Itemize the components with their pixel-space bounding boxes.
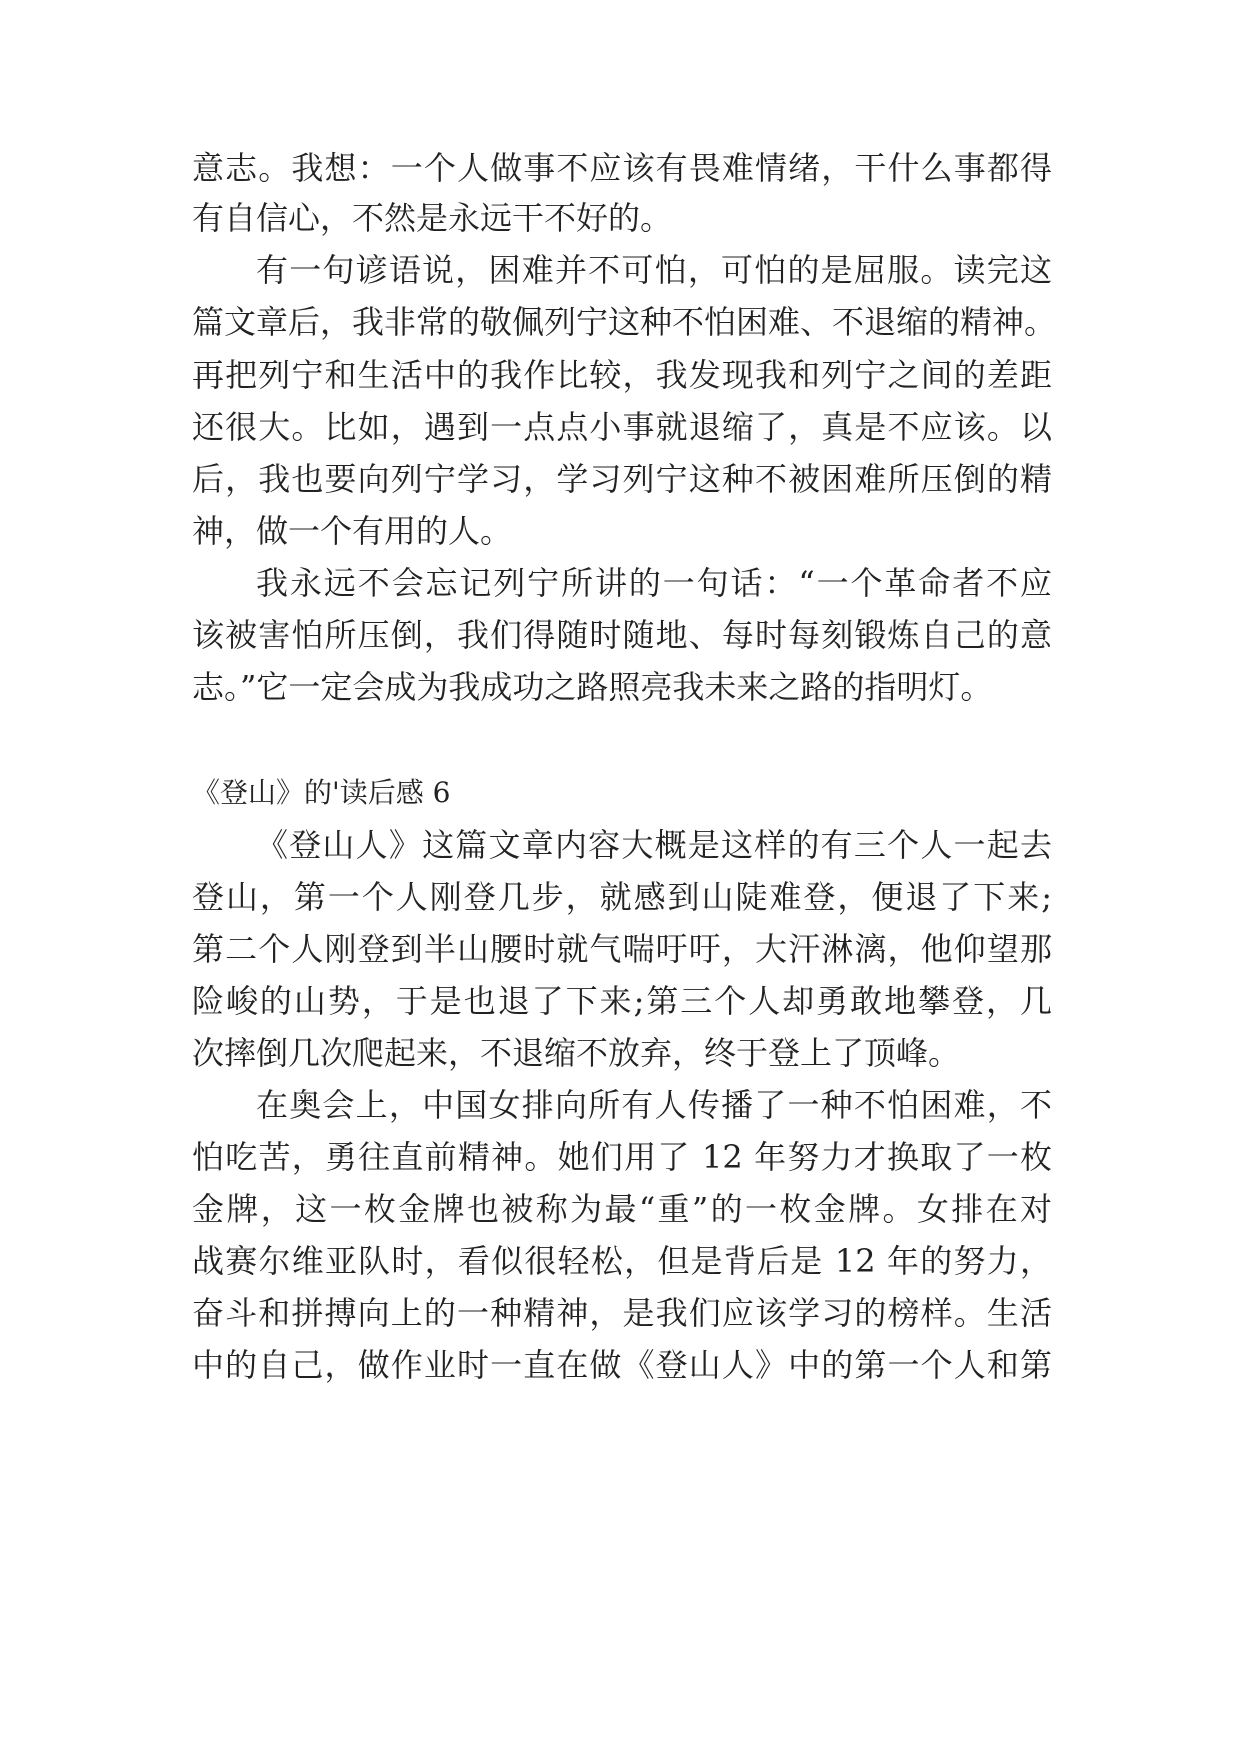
paragraph-line: 《登山人》这篇文章内容大概是这样的有三个人一起去 (256, 826, 1052, 864)
paragraph-line: 该被害怕所压倒，我们得随时随地、每时每刻锻炼自己的意 (192, 616, 1052, 654)
paragraph-line: 怕吃苦，勇往直前精神。她们用了 12 年努力才换取了一枚 (192, 1138, 1052, 1176)
paragraph-line: 金牌，这一枚金牌也被称为最“重”的一枚金牌。女排在对 (192, 1190, 1052, 1228)
paragraph-line: 志。”它一定会成为我成功之路照亮我未来之路的指明灯。 (192, 668, 993, 706)
paragraph-line: 我永远不会忘记列宁所讲的一句话：“一个革命者不应 (256, 564, 1052, 602)
paragraph-line: 登山，第一个人刚登几步，就感到山陡难登，便退了下来; (192, 878, 1052, 916)
paragraph-line: 有一句谚语说，困难并不可怕，可怕的是屈服。读完这 (256, 251, 1052, 289)
paragraph-line: 奋斗和拼搏向上的一种精神，是我们应该学习的榜样。生活 (192, 1294, 1052, 1332)
paragraph-line: 意志。我想：一个人做事不应该有畏难情绪，干什么事都得 (192, 149, 1052, 187)
paragraph-line: 后，我也要向列宁学习，学习列宁这种不被困难所压倒的精 (192, 460, 1052, 498)
paragraph-line: 神，做一个有用的人。 (192, 512, 513, 550)
paragraph-line: 在奥会上，中国女排向所有人传播了一种不怕困难，不 (256, 1086, 1052, 1124)
paragraph-line: 还很大。比如，遇到一点点小事就退缩了，真是不应该。以 (192, 408, 1052, 446)
paragraph-line: 篇文章后，我非常的敬佩列宁这种不怕困难、不退缩的精神。 (192, 303, 1057, 341)
paragraph-line: 有自信心，不然是永远干不好的。 (192, 199, 673, 237)
paragraph-line: 中的自己，做作业时一直在做《登山人》中的第一个人和第 (192, 1346, 1052, 1384)
paragraph-line: 险峻的山势，于是也退了下来;第三个人却勇敢地攀登，几 (192, 982, 1052, 1020)
paragraph-line: 再把列宁和生活中的我作比较，我发现我和列宁之间的差距 (192, 356, 1052, 394)
paragraph-line: 战赛尔维亚队时，看似很轻松，但是背后是 12 年的努力， (192, 1242, 1052, 1280)
paragraph-line: 次摔倒几次爬起来，不退缩不放弃，终于登上了顶峰。 (192, 1034, 961, 1072)
paragraph-line: 第二个人刚登到半山腰时就气喘吁吁，大汗淋漓，他仰望那 (192, 930, 1052, 968)
section-heading: 《登山》的'读后感 6 (192, 776, 451, 809)
